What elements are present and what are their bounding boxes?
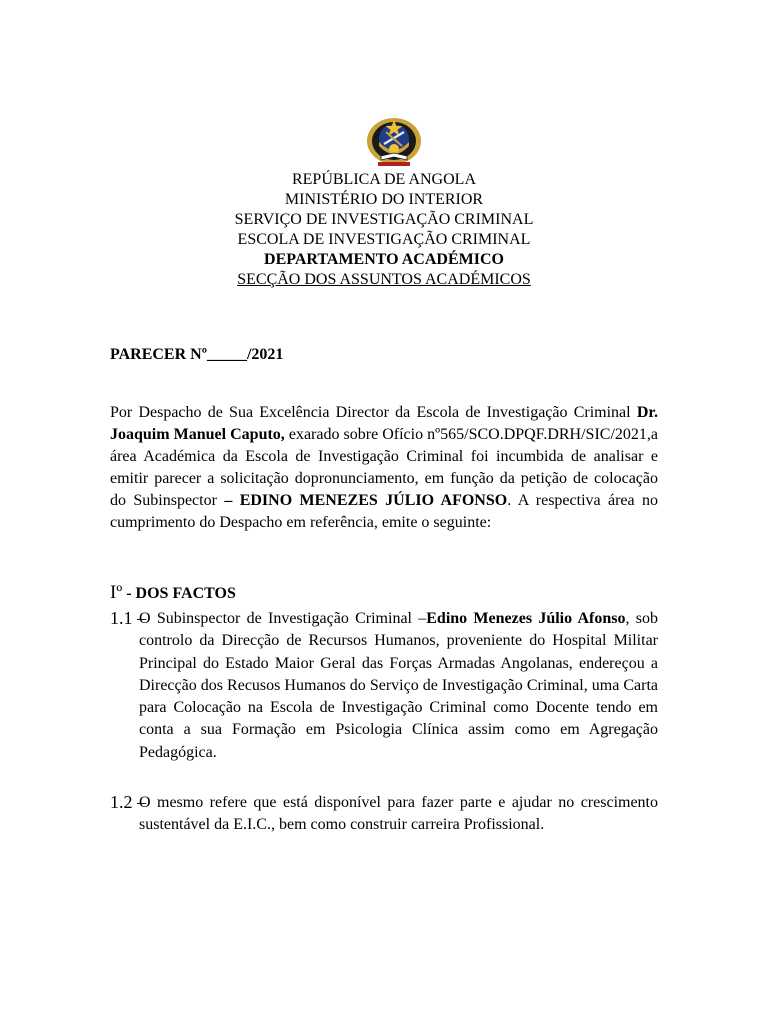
department-name: DEPARTAMENTO ACADÉMICO (264, 251, 504, 268)
ministry-name: MINISTÉRIO DO INTERIOR (284, 191, 484, 208)
school-name: ESCOLA DE INVESTIGAÇÃO CRIMINAL (237, 231, 531, 248)
intro-text-2: exarado sobre Ofício nº565/SCO.DPQF.DRH/SIC/2021,a área Académica da Escola de Investigação Criminal foi incumbida de analisar e emitir parecer a solicitação dopronunciamento, em função da petição de colocação do Subinspector (110, 426, 658, 509)
service-name: SERVIÇO DE INVESTIGAÇÃO CRIMINAL (234, 211, 534, 228)
document-title: PARECER Nº_____/2021 (110, 346, 284, 363)
intro-text-3: . A respectiva área no cumprimento do Despacho em referência, emite o seguinte: (110, 492, 659, 531)
item-text-post: , sob controlo da Direcção de Recursos Humanos, proveniente do Hospital Militar Principal do Estado Maior Geral das Forças Armadas Angolanas, endereçou a Direcção dos Recusos Humanos do Serviço de Investigação Criminal, uma Carta para Colocação na Escola de Investigação Criminal como Docente tendo em conta a sua Formação em Psicologia Clínica assim como em Agregação Pedagógica. (139, 610, 658, 761)
section-name: SECÇÃO DOS ASSUNTOS ACADÉMICOS (237, 271, 531, 288)
director-name: Dr. Joaquim Manuel Caputo, (110, 404, 658, 443)
country-name: REPÚBLICA DE ANGOLA (291, 171, 476, 188)
section-heading (110, 582, 236, 604)
item-text (139, 792, 658, 837)
intro-text-1: Por Despacho de Sua Excelência Director da Escola de Investigação Criminal (110, 404, 637, 421)
letterhead (0, 170, 768, 290)
item-text-pre: O Subinspector de Investigação Criminal – (139, 610, 427, 627)
angola-coat-of-arms-icon (364, 116, 424, 168)
item-text (139, 608, 658, 764)
list-item (110, 792, 658, 837)
section-title-text: - DOS FACTOS (122, 585, 236, 602)
subject-name-inline: Edino Menezes Júlio Afonso (426, 610, 626, 627)
item-text-body: O mesmo refere que está disponível para fazer parte e ajudar no crescimento sustentável da E.I.C., bem como construir carreira Profissional. (139, 794, 658, 834)
item-number: 1.1 – (110, 608, 146, 628)
list-item (110, 608, 658, 764)
item-number: 1.2 – (110, 792, 146, 812)
intro-paragraph (110, 402, 658, 534)
section-number: Iº (110, 582, 123, 603)
subject-name: – EDINO MENEZES JÚLIO AFONSO (224, 492, 508, 509)
